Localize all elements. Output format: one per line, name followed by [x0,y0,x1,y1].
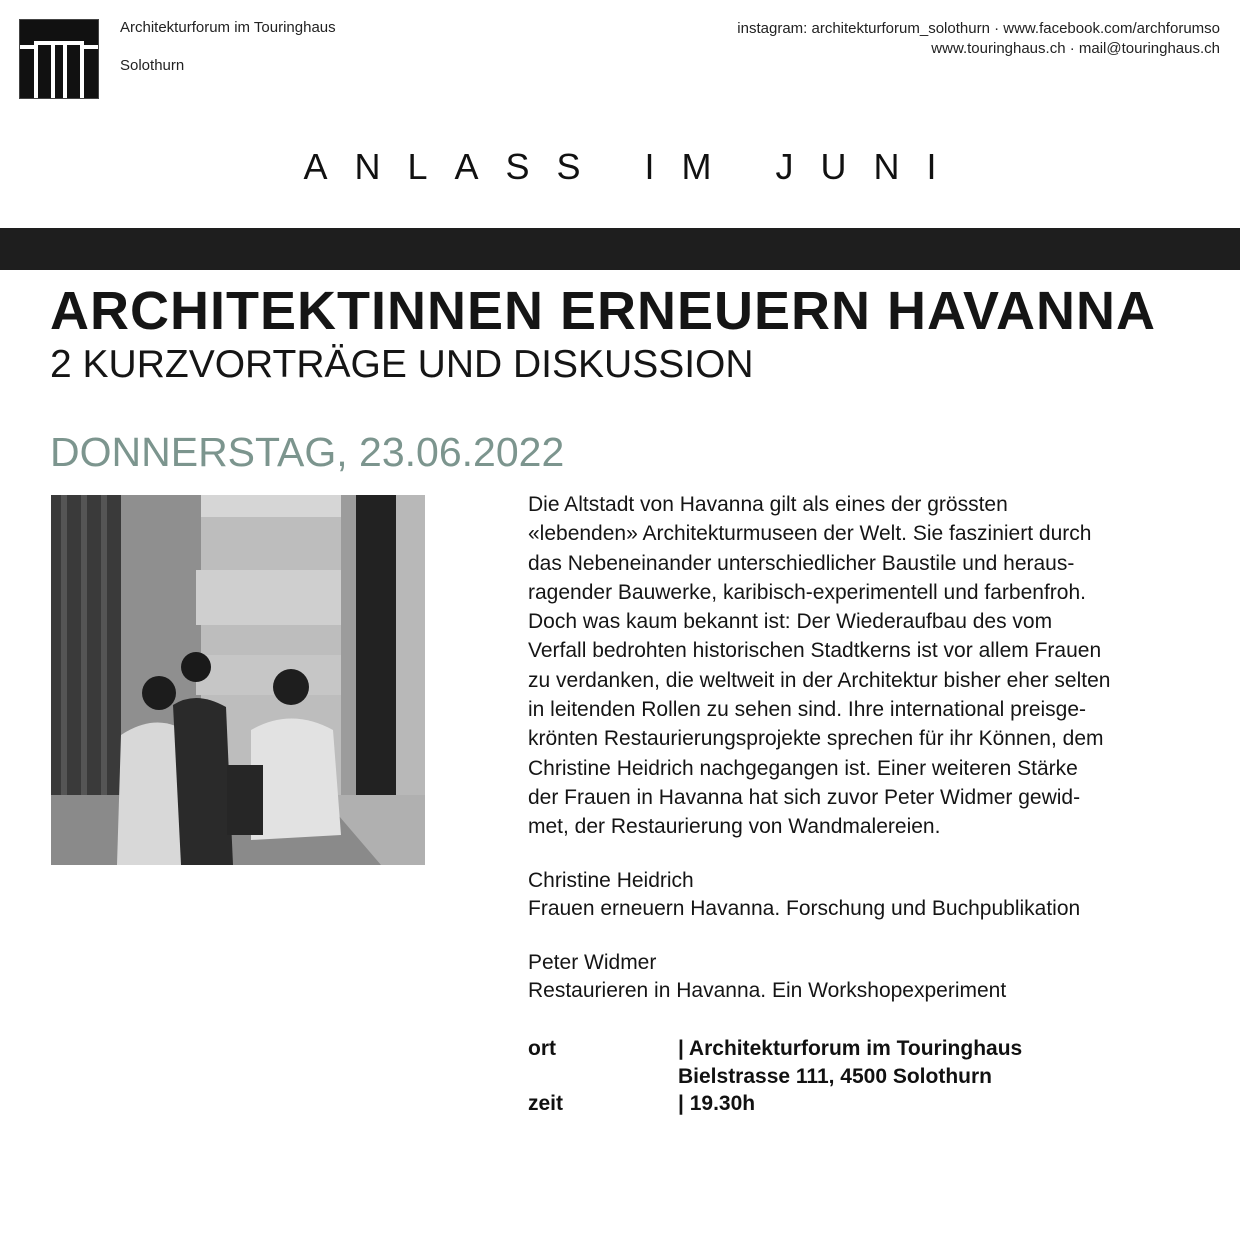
event-subtitle: 2 KURZVORTRÄGE UND DISKUSSION [50,343,754,386]
ort-label: ort [528,1037,556,1060]
description-line: der Frauen in Havanna hat sich zuvor Peter Widmer gewid- [528,785,1081,809]
info-row-zeit [528,1090,1022,1118]
org-name: Architekturforum im Touringhaus [120,19,336,36]
zeit-value: | 19.30h [678,1092,756,1115]
event-title: ARCHITEKTINNEN ERNEUERN HAVANNA [50,281,1157,341]
org-city: Solothurn [120,57,185,74]
description-line: Doch was kaum bekannt ist: Der Wiederaufbau des vom [528,610,1053,634]
speaker-talk: Restaurieren in Havanna. Ein Workshopexperiment [528,978,1007,1002]
info-row-ort [528,1035,1022,1090]
contact-block [737,19,1220,59]
havanna-street-photo [51,495,425,865]
event-date: DONNERSTAG, 23.06.2022 [50,429,565,475]
event-description [528,490,1188,842]
speaker-name: Peter Widmer [528,951,657,974]
zeit-label: zeit [528,1092,564,1115]
speaker-talk: Frauen erneuern Havanna. Forschung und Buchpublikation [528,896,1081,920]
description-line: met, der Restaurierung von Wandmalereien. [528,815,941,839]
description-line: Die Altstadt von Havanna gilt als eines der grössten [528,493,1008,516]
description-line: in leitenden Rollen zu sehen sind. Ihre international preisge- [528,698,1087,722]
event-info [528,1035,1022,1118]
description-line: «lebenden» Architekturmuseen der Welt. Sie fasziniert durch [528,522,1092,546]
ort-address: Bielstrasse 111, 4500 Solothurn [678,1064,992,1088]
description-line: zu verdanken, die weltweit in der Architektur bisher eher selten [528,668,1111,692]
speaker-name: Christine Heidrich [528,869,694,892]
speaker-widmer [528,949,1006,1004]
description-line: ragender Bauwerke, karibisch-experimentell und farbenfroh. [528,580,1086,604]
web-mail-links[interactable]: www.touringhaus.ch · mail@touringhaus.ch [931,40,1220,57]
description-line: krönten Restaurierungsprojekte sprechen für ihr Können, dem [528,727,1104,751]
organization-block [120,19,336,74]
divider-bar [0,228,1240,270]
speaker-heidrich [528,867,1080,922]
architekturforum-logo-icon [20,20,98,98]
social-links[interactable]: instagram: architekturforum_solothurn · www.facebook.com/archforumso [737,20,1220,37]
description-line: das Nebeneinander unterschiedlicher Baustile und heraus- [528,551,1075,575]
description-line: Verfall bedrohten historischen Stadtkerns ist vor allem Frauen [528,639,1102,663]
kicker-heading: ANLASS IM JUNI [303,146,964,187]
description-line: Christine Heidrich nachgegangen ist. Einer weiteren Stärke [528,756,1078,780]
ort-venue: | Architekturforum im Touringhaus [678,1037,1023,1060]
